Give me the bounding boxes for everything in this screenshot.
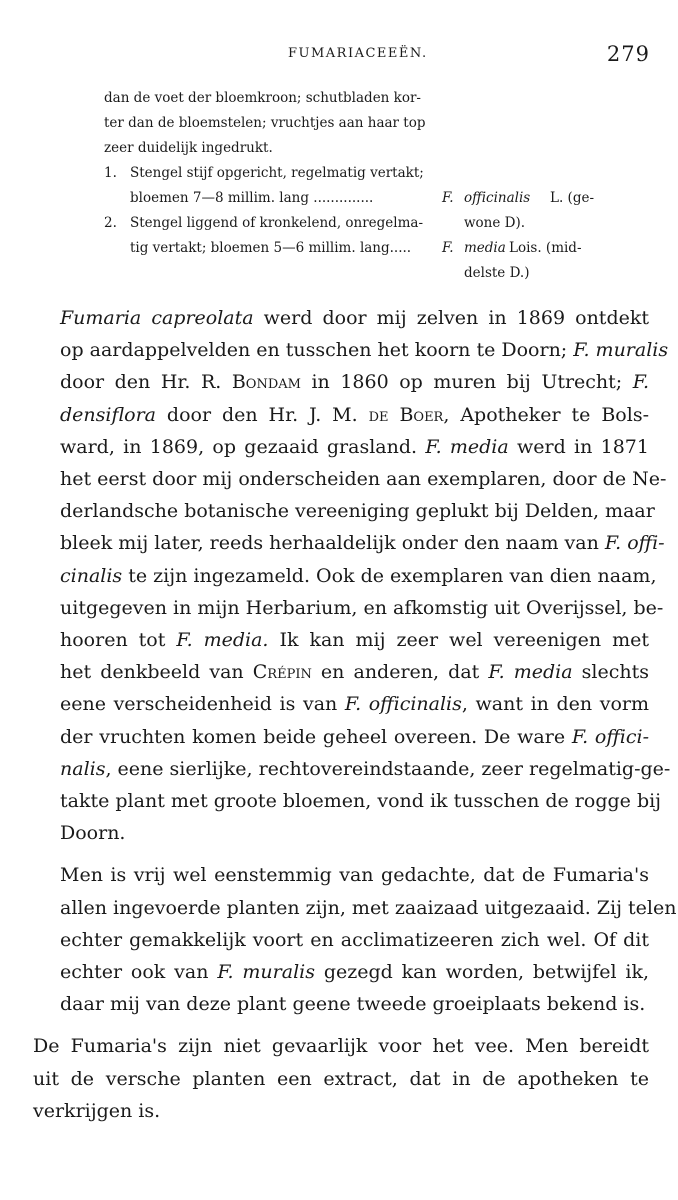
paragraph [33, 302, 671, 849]
text-run: werd in 1871 [508, 435, 649, 458]
text-run: der vruchten komen beide geheel overeen. De ware [60, 725, 572, 748]
text-line [33, 399, 649, 431]
key-intro-line: dan de voet der bloemkroon; schutbladen kor- [104, 90, 421, 106]
text-line [33, 785, 662, 817]
text-run: , Apotheker te Bols- [443, 403, 649, 426]
body-text [33, 302, 677, 1127]
text-line [33, 1030, 649, 1062]
text-line [33, 527, 665, 559]
text-line [33, 988, 649, 1020]
text-run: daar mij van deze plant geene tweede groeiplaats bekend is. [60, 993, 646, 1016]
text-line [33, 302, 649, 334]
species-name: F. offici- [571, 725, 650, 748]
key-entry-2-line1: 2. Stengel liggend of kronkelend, onregelma- wone D). [104, 211, 664, 236]
text-line [33, 892, 677, 924]
text-run: derlandsche botanische vereeniging geplukt bij Delden, maar [60, 500, 655, 523]
text-run: in 1860 op muren bij Utrecht; [300, 371, 633, 394]
text-run: Doorn. [60, 822, 126, 845]
text-run: takte plant met groote bloemen, vond ik tusschen de rogge bij [60, 790, 662, 813]
species-name: F. offi- [604, 532, 665, 555]
text-run: slechts [572, 661, 650, 684]
text-run: door den Hr. J. M. [156, 403, 369, 426]
text-line [33, 431, 649, 463]
text-run: op aardappelvelden en tusschen het koorn te Doorn; [60, 339, 574, 362]
text-line [33, 859, 649, 891]
key-entry-1-line1: 1. Stengel stijf opgericht, regelmatig vertakt; [104, 161, 664, 186]
species-name: F. muralis [217, 961, 315, 984]
paragraph [33, 859, 677, 1020]
text-run: bleek mij later, reeds herhaaldelijk onder den naam van [60, 532, 605, 555]
text-run: uit de versche planten een extract, dat in de apotheken te [33, 1067, 649, 1090]
person-name: Bondam [231, 371, 301, 394]
text-line [33, 656, 649, 688]
text-line [33, 495, 655, 527]
key-entry-2-line2: tig vertakt; bloemen 5—6 millim. lang..... F. media Lois. (mid- [104, 236, 664, 261]
text-run: Ik kan mij zeer wel vereenigen met [268, 629, 650, 652]
text-run: eene verscheidenheid is van [60, 693, 345, 716]
key-entry-1-line2: bloemen 7—8 millim. lang .............. F. officinalis L. (ge- [104, 186, 664, 211]
text-run: uitgegeven in mijn Herbarium, en afkomstig uit Overijssel, be- [60, 596, 664, 619]
species-name: officinalis [464, 190, 531, 206]
text-line [33, 592, 664, 624]
text-run: , eene sierlijke, rechtovereindstaande, zeer regelmatig-ge- [105, 757, 671, 780]
text-line [33, 1095, 649, 1127]
species-name: densiflora [60, 403, 156, 426]
species-name: nalis [60, 757, 106, 780]
text-line [33, 560, 657, 592]
text-run: en anderen, dat [311, 661, 489, 684]
text-run: het eerst door mij onderscheiden aan exemplaren, door de Ne- [60, 468, 667, 491]
text-line [33, 924, 649, 956]
page-number: 279 [606, 42, 650, 66]
text-line [33, 753, 671, 785]
text-run: verkrijgen is. [33, 1099, 161, 1122]
text-line [33, 817, 649, 849]
species-name: media [464, 240, 506, 256]
person-name: Crépin [252, 661, 312, 684]
text-line [33, 1063, 649, 1095]
key-entry-2-line3: delste D.) [464, 265, 530, 281]
key-intro-line: ter dan de bloemstelen; vruchtjes aan haar top [104, 115, 426, 131]
text-line [33, 624, 649, 656]
text-run: ward, in 1869, op gezaaid grasland. [60, 435, 426, 458]
text-run: echter gemakkelijk voort en acclimatizeeren zich wel. Of dit [60, 928, 649, 951]
person-name: de Boer [368, 403, 444, 426]
text-line [33, 366, 649, 398]
text-run: echter ook van [60, 961, 218, 984]
text-run: het denkbeeld van [60, 661, 253, 684]
text-line [33, 463, 667, 495]
species-name: F. media [488, 661, 573, 684]
text-run: door den Hr. R. [60, 371, 232, 394]
text-run: gezegd kan worden, betwijfel ik, [315, 961, 649, 984]
determination-key [104, 86, 664, 286]
key-intro-line: zeer duidelijk ingedrukt. [104, 140, 273, 156]
text-run: werd door mij zelven in 1869 ontdekt [253, 307, 650, 329]
text-run: hooren tot [60, 629, 177, 652]
key-entry-number: 2. [104, 215, 117, 231]
text-line [33, 721, 649, 753]
species-name: cinalis [60, 564, 123, 587]
page-header [0, 42, 678, 72]
species-name: F. media [425, 435, 509, 458]
species-name: F. officinalis [344, 693, 462, 716]
paragraph [33, 1030, 649, 1127]
species-name: F. [632, 371, 650, 394]
species-name: F. media. [176, 629, 269, 652]
text-line [33, 688, 649, 720]
text-line [33, 334, 669, 366]
running-head: FUMARIACEEËN. [288, 46, 428, 61]
text-run: Men is vrij wel eenstemmig van gedachte, dat de Fumaria's [60, 864, 649, 887]
text-line [33, 956, 649, 988]
text-run: , want in den vorm [461, 693, 650, 716]
text-run: De Fumaria's zijn niet gevaarlijk voor het vee. Men bereidt [33, 1035, 649, 1058]
text-run: allen ingevoerde planten zijn, met zaaizaad uitgezaaid. Zij telen [60, 896, 677, 919]
text-run: te zijn ingezameld. Ook de exemplaren van dien naam, [122, 564, 657, 587]
species-name: Fumaria capreolata [60, 307, 254, 329]
species-name: F. muralis [573, 339, 669, 362]
key-entry-number: 1. [104, 165, 117, 181]
